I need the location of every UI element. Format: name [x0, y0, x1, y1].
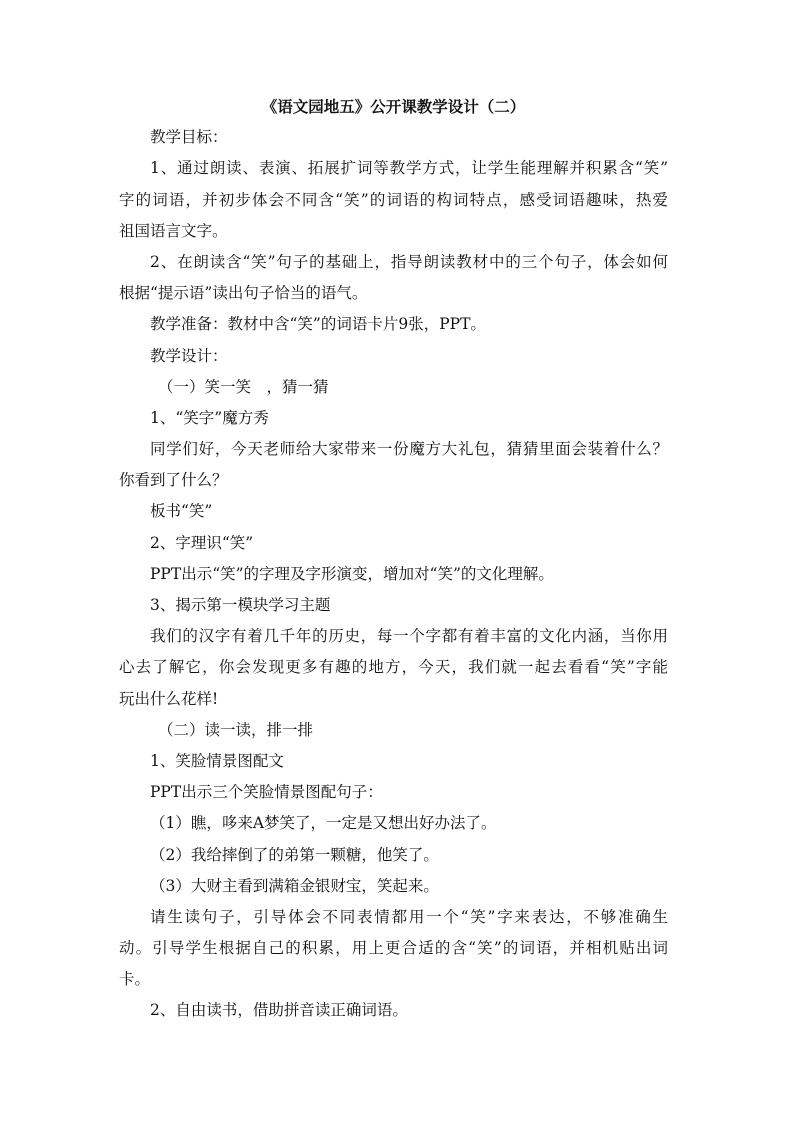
paragraph-line: 2、在朗读含“笑”句子的基础上，指导朗读教材中的三个句子，体会如何 — [150, 252, 668, 271]
paragraph-line: 板书“笑” — [150, 502, 213, 521]
paragraph-ppt-sentences — [119, 777, 668, 808]
paragraph-line: 动。引导学生根据自己的积累，用上更合适的含“笑”的词语，并相机贴出词 — [119, 939, 668, 958]
paragraph-line: 教学设计： — [150, 346, 228, 365]
paragraph-line: 字的词语，并初步体会不同含“笑”的词语的构词特点，感受词语趣味，热爱 — [119, 190, 668, 209]
paragraph-line: 祖国语言文字。 — [119, 221, 228, 240]
subheading-free-reading — [119, 995, 668, 1026]
paragraph-line: 根据“提示语”读出句子恰当的语气。 — [119, 284, 368, 303]
paragraph-line: 玩出什么花样! — [119, 689, 219, 708]
sentence-1 — [119, 808, 668, 839]
paragraph-line: 1、笑脸情景图配文 — [150, 751, 284, 770]
paragraph-line: （1）瞧，哆来A梦笑了，一定是又想出好办法了。 — [150, 814, 497, 833]
subheading-smile-pictures — [119, 746, 668, 777]
paragraph-line: 同学们好，今天老师给大家带来一份魔方大礼包，猜猜里面会装着什么？ — [150, 440, 668, 459]
paragraph-goal-2 — [119, 247, 668, 309]
paragraph-line: 教学准备：教材中含“笑”的词语卡片9张，PPT。 — [150, 315, 486, 334]
paragraph-line: （一）笑一笑 ，猜一猜 — [158, 377, 329, 396]
subheading-character-origin — [119, 528, 668, 559]
sentence-2 — [119, 840, 668, 871]
paragraph-design-heading — [119, 341, 668, 372]
paragraph-line: （2）我给摔倒了的弟第一颗糖，他笑了。 — [150, 845, 439, 864]
document-title: 《语文园地五》公开课教学设计（二） — [261, 97, 526, 116]
subheading-theme — [119, 590, 668, 621]
subheading-magic-cube — [119, 403, 668, 434]
paragraph-teaching-goals-heading — [119, 122, 668, 153]
paragraph-line: 你看到了什么？ — [119, 471, 228, 490]
paragraph-line: （二）读一读，排一排 — [158, 720, 314, 739]
paragraph-line: 1、“笑字”魔方秀 — [150, 408, 269, 427]
paragraph-line: 2、字理识“笑” — [150, 533, 254, 552]
paragraph-line: 请生读句子，引导体会不同表情都用一个“笑”字来表达，不够准确生 — [150, 907, 668, 926]
paragraph-goal-1 — [119, 153, 668, 247]
paragraph-line: 教学目标： — [150, 128, 228, 147]
document-page — [119, 91, 668, 1027]
section-heading-2 — [119, 715, 668, 746]
paragraph-line: 1、通过朗读、表演、拓展扩词等教学方式，让学生能理解并积累含“笑” — [150, 159, 668, 178]
paragraph-guidance — [119, 902, 668, 996]
paragraph-line: 卡。 — [119, 970, 151, 989]
paragraph-preparation — [119, 309, 668, 340]
sentence-3 — [119, 871, 668, 902]
section-heading-1 — [119, 372, 668, 403]
paragraph-line: 心去了解它，你会发现更多有趣的地方，今天，我们就一起去看看“笑”字能 — [119, 658, 668, 677]
paragraph-line: 2、自由读书，借助拼音读正确词语。 — [150, 1001, 408, 1020]
paragraph-board — [119, 496, 668, 527]
paragraph-line: 3、揭示第一模块学习主题 — [150, 596, 331, 614]
paragraph-line: 我们的汉字有着几千年的历史，每一个字都有着丰富的文化内涵，当你用 — [150, 627, 668, 646]
paragraph-greeting — [119, 434, 668, 496]
paragraph-ppt-evolution — [119, 559, 668, 590]
paragraph-line: PPT出示“笑”的字理及字形演变，增加对“笑”的文化理解。 — [150, 564, 554, 583]
paragraph-line: PPT出示三个笑脸情景图配句子： — [150, 783, 383, 802]
paragraph-line: （3）大财主看到满箱金银财宝，笑起来。 — [150, 876, 439, 895]
paragraph-chinese-characters — [119, 621, 668, 715]
